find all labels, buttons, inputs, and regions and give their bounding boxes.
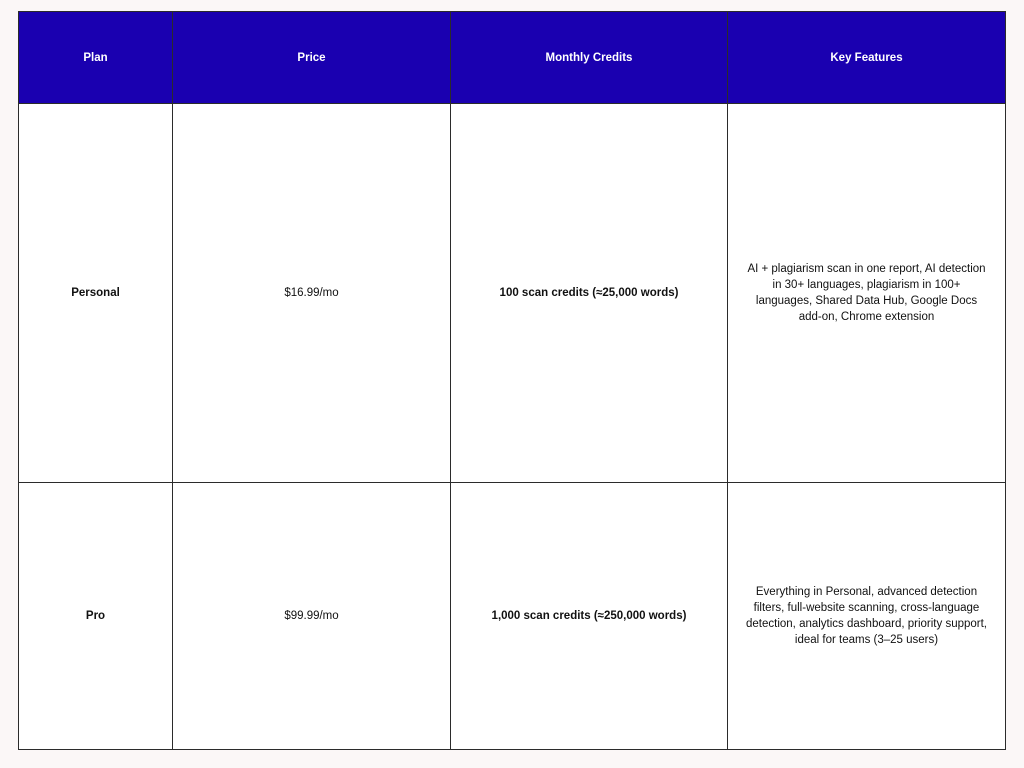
features-cell: Everything in Personal, advanced detection filters, full-website scanning, cross-language detection, analytics dashboard, priority support, ideal for teams (3–25 users) bbox=[728, 483, 1006, 750]
header-plan: Plan bbox=[19, 12, 173, 104]
table-header bbox=[19, 12, 1006, 104]
price-cell: $16.99/mo bbox=[173, 104, 451, 483]
table-row-personal bbox=[19, 104, 1006, 483]
plan-name-cell: Personal bbox=[19, 104, 173, 483]
price-cell: $99.99/mo bbox=[173, 483, 451, 750]
plan-name-cell: Pro bbox=[19, 483, 173, 750]
features-cell: AI + plagiarism scan in one report, AI detection in 30+ languages, plagiarism in 100+ languages, Shared Data Hub, Google Docs add-on, Chrome extension bbox=[728, 104, 1006, 483]
header-price: Price bbox=[173, 12, 451, 104]
credits-cell: 100 scan credits (≈25,000 words) bbox=[451, 104, 728, 483]
pricing-table-container bbox=[18, 11, 1005, 749]
header-row bbox=[19, 12, 1006, 104]
credits-cell: 1,000 scan credits (≈250,000 words) bbox=[451, 483, 728, 750]
header-key-features: Key Features bbox=[728, 12, 1006, 104]
table-row-pro bbox=[19, 483, 1006, 750]
table-body bbox=[19, 104, 1006, 750]
header-monthly-credits: Monthly Credits bbox=[451, 12, 728, 104]
pricing-table bbox=[18, 11, 1006, 750]
